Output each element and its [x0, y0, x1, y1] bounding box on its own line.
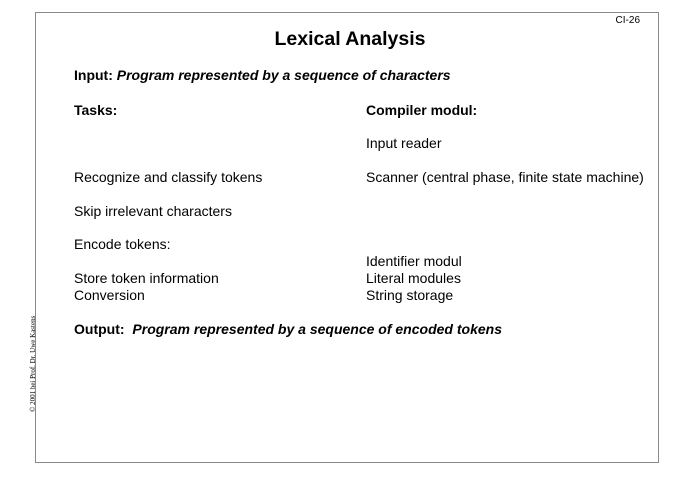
tasks-header: Tasks: [74, 102, 118, 118]
output-label: Output: [74, 321, 125, 337]
output-line [74, 321, 502, 338]
task-encode-tokens: Encode tokens: [74, 236, 171, 252]
task-conversion: Conversion [74, 287, 145, 303]
task-recognize-tokens: Recognize and classify tokens [74, 169, 263, 185]
task-store-token-info: Store token information [74, 270, 219, 286]
output-text: Program represented by a sequence of encoded tokens [132, 321, 502, 337]
module-input-reader: Input reader [366, 135, 442, 151]
page-title: Lexical Analysis [274, 28, 426, 50]
module-scanner: Scanner (central phase, finite state machine) [366, 169, 644, 185]
input-label: Input: [74, 67, 113, 83]
module-identifier: Identifier modul [366, 253, 462, 269]
copyright-notice: © 2001 bei Prof. Dr. Uwe Kastens [29, 315, 37, 412]
task-skip-characters: Skip irrelevant characters [74, 203, 232, 219]
module-literal: Literal modules [366, 270, 461, 286]
input-line [74, 67, 451, 84]
modules-header: Compiler modul: [366, 102, 478, 118]
slide-number: CI-26 [615, 15, 640, 26]
input-text: Program represented by a sequence of characters [116, 67, 451, 83]
module-string-storage: String storage [366, 287, 454, 303]
